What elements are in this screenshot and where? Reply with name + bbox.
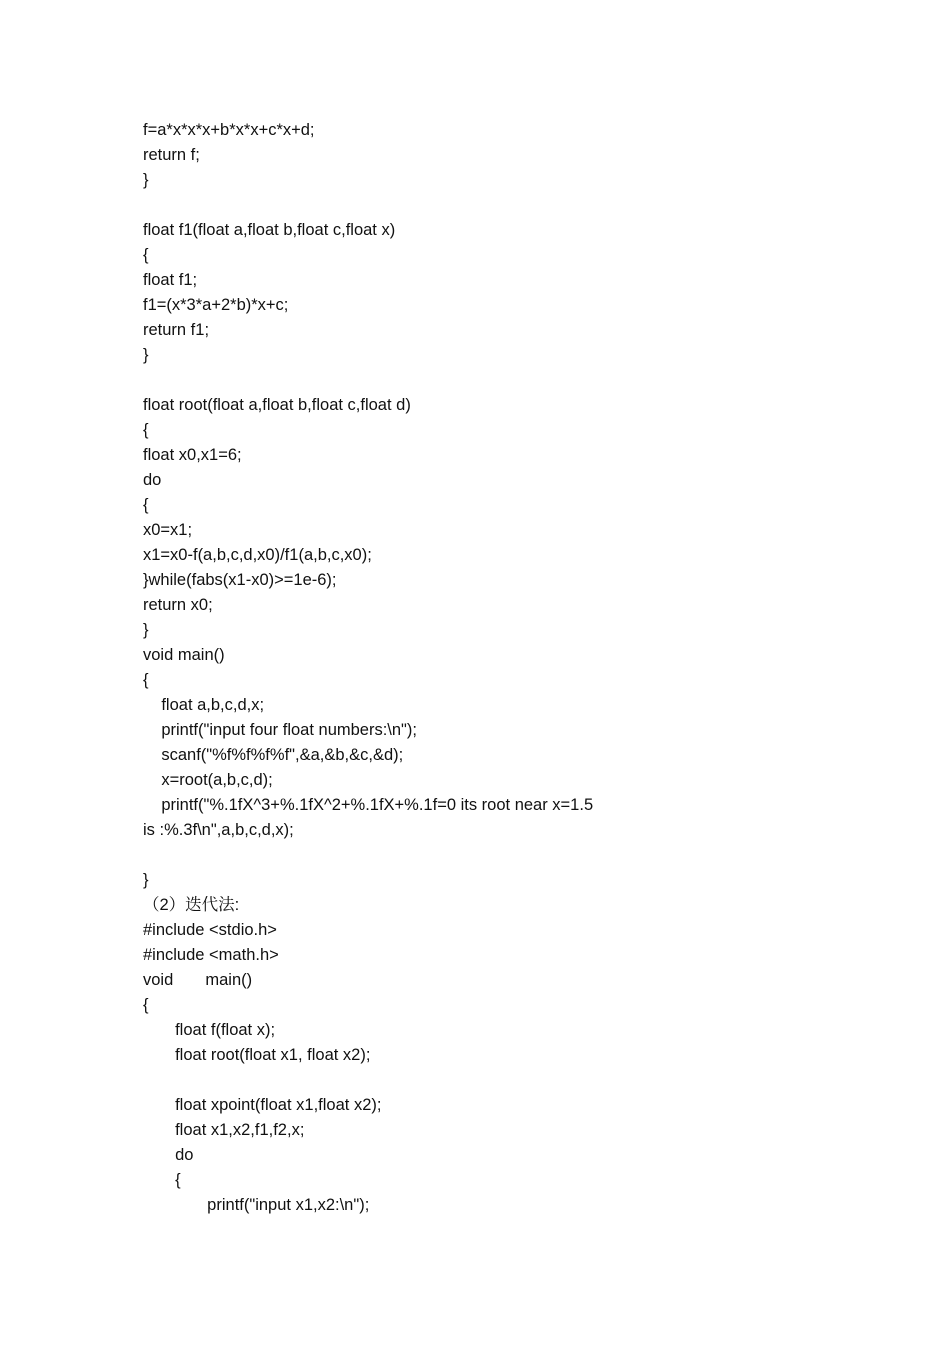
code-line: return f1;	[143, 321, 210, 339]
code-line: float xpoint(float x1,float x2);	[143, 1096, 382, 1114]
code-line: return f;	[143, 146, 200, 164]
code-line: f=a*x*x*x+b*x*x+c*x+d;	[143, 121, 315, 139]
code-line: }	[143, 346, 149, 364]
code-line: }	[143, 621, 149, 639]
code-line: do	[143, 471, 162, 489]
code-line: printf("%.1fX^3+%.1fX^2+%.1fX+%.1f=0 its root near x=1.5	[143, 796, 594, 814]
code-line: {	[143, 421, 149, 439]
code-line: float root(float x1, float x2);	[143, 1046, 371, 1064]
code-line: }	[143, 171, 149, 189]
code-line: {	[143, 996, 149, 1014]
code-line: {	[143, 496, 149, 514]
code-line: return x0;	[143, 596, 213, 614]
code-line: }	[143, 871, 149, 889]
code-line: do	[143, 1146, 194, 1164]
code-line: f1=(x*3*a+2*b)*x+c;	[143, 296, 289, 314]
code-line: float root(float a,float b,float c,float d)	[143, 396, 411, 414]
code-line: float f1;	[143, 271, 198, 289]
code-line: {	[143, 1171, 181, 1189]
code-line: }while(fabs(x1-x0)>=1e-6);	[143, 571, 337, 589]
code-line	[143, 843, 593, 868]
code-line: {	[143, 671, 149, 689]
code-line: x0=x1;	[143, 521, 193, 539]
code-line: #include <math.h>	[143, 946, 279, 964]
code-line: #include <stdio.h>	[143, 921, 277, 939]
code-line: scanf("%f%f%f%f",&a,&b,&c,&d);	[143, 746, 404, 764]
code-line: printf("input x1,x2:\n");	[143, 1196, 370, 1214]
code-line: float x0,x1=6;	[143, 446, 242, 464]
code-line	[143, 1068, 593, 1093]
code-line: x=root(a,b,c,d);	[143, 771, 273, 789]
section-heading: （2）迭代法:	[143, 896, 240, 914]
code-line: x1=x0-f(a,b,c,d,x0)/f1(a,b,c,x0);	[143, 546, 372, 564]
code-line: void main()	[143, 646, 225, 664]
code-line	[143, 368, 593, 393]
code-line: void main()	[143, 971, 253, 989]
code-line: float f(float x);	[143, 1021, 276, 1039]
code-line: float x1,x2,f1,f2,x;	[143, 1121, 305, 1139]
code-line: {	[143, 246, 149, 264]
code-line: printf("input four float numbers:\n");	[143, 721, 417, 739]
code-line	[143, 193, 593, 218]
code-listing	[143, 118, 593, 1218]
code-line: float a,b,c,d,x;	[143, 696, 265, 714]
code-line: is :%.3f\n",a,b,c,d,x);	[143, 821, 294, 839]
code-line: float f1(float a,float b,float c,float x)	[143, 221, 396, 239]
